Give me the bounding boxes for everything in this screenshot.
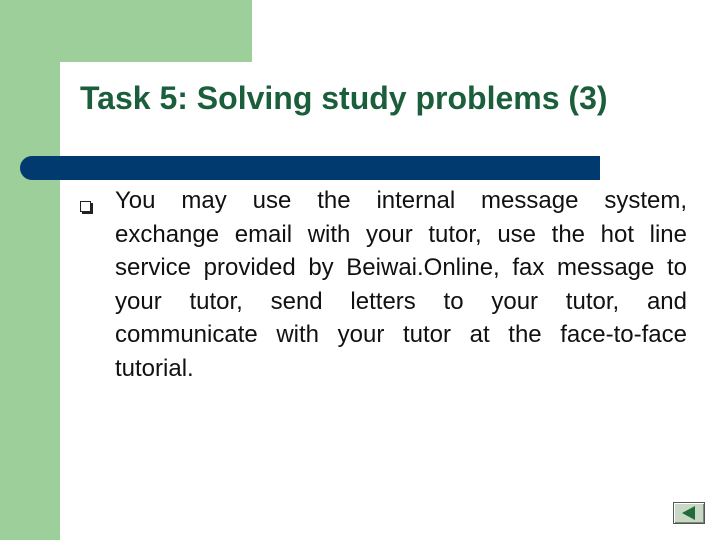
previous-slide-button[interactable] xyxy=(673,502,705,524)
decorative-green-band-left xyxy=(0,0,60,540)
title-divider-bar xyxy=(20,156,600,180)
back-arrow-icon xyxy=(682,506,695,520)
bullet-text: You may use the internal message system, exchange email with your tutor, use the hot line service provided by Beiwai.Online, fax message to your tutor, send letters to your tutor, and communicate with your tutor at the face-to-face tutorial. xyxy=(115,187,687,382)
slide-title: Task 5: Solving study problems (3) xyxy=(80,80,608,116)
square-bullet-icon xyxy=(80,201,91,212)
